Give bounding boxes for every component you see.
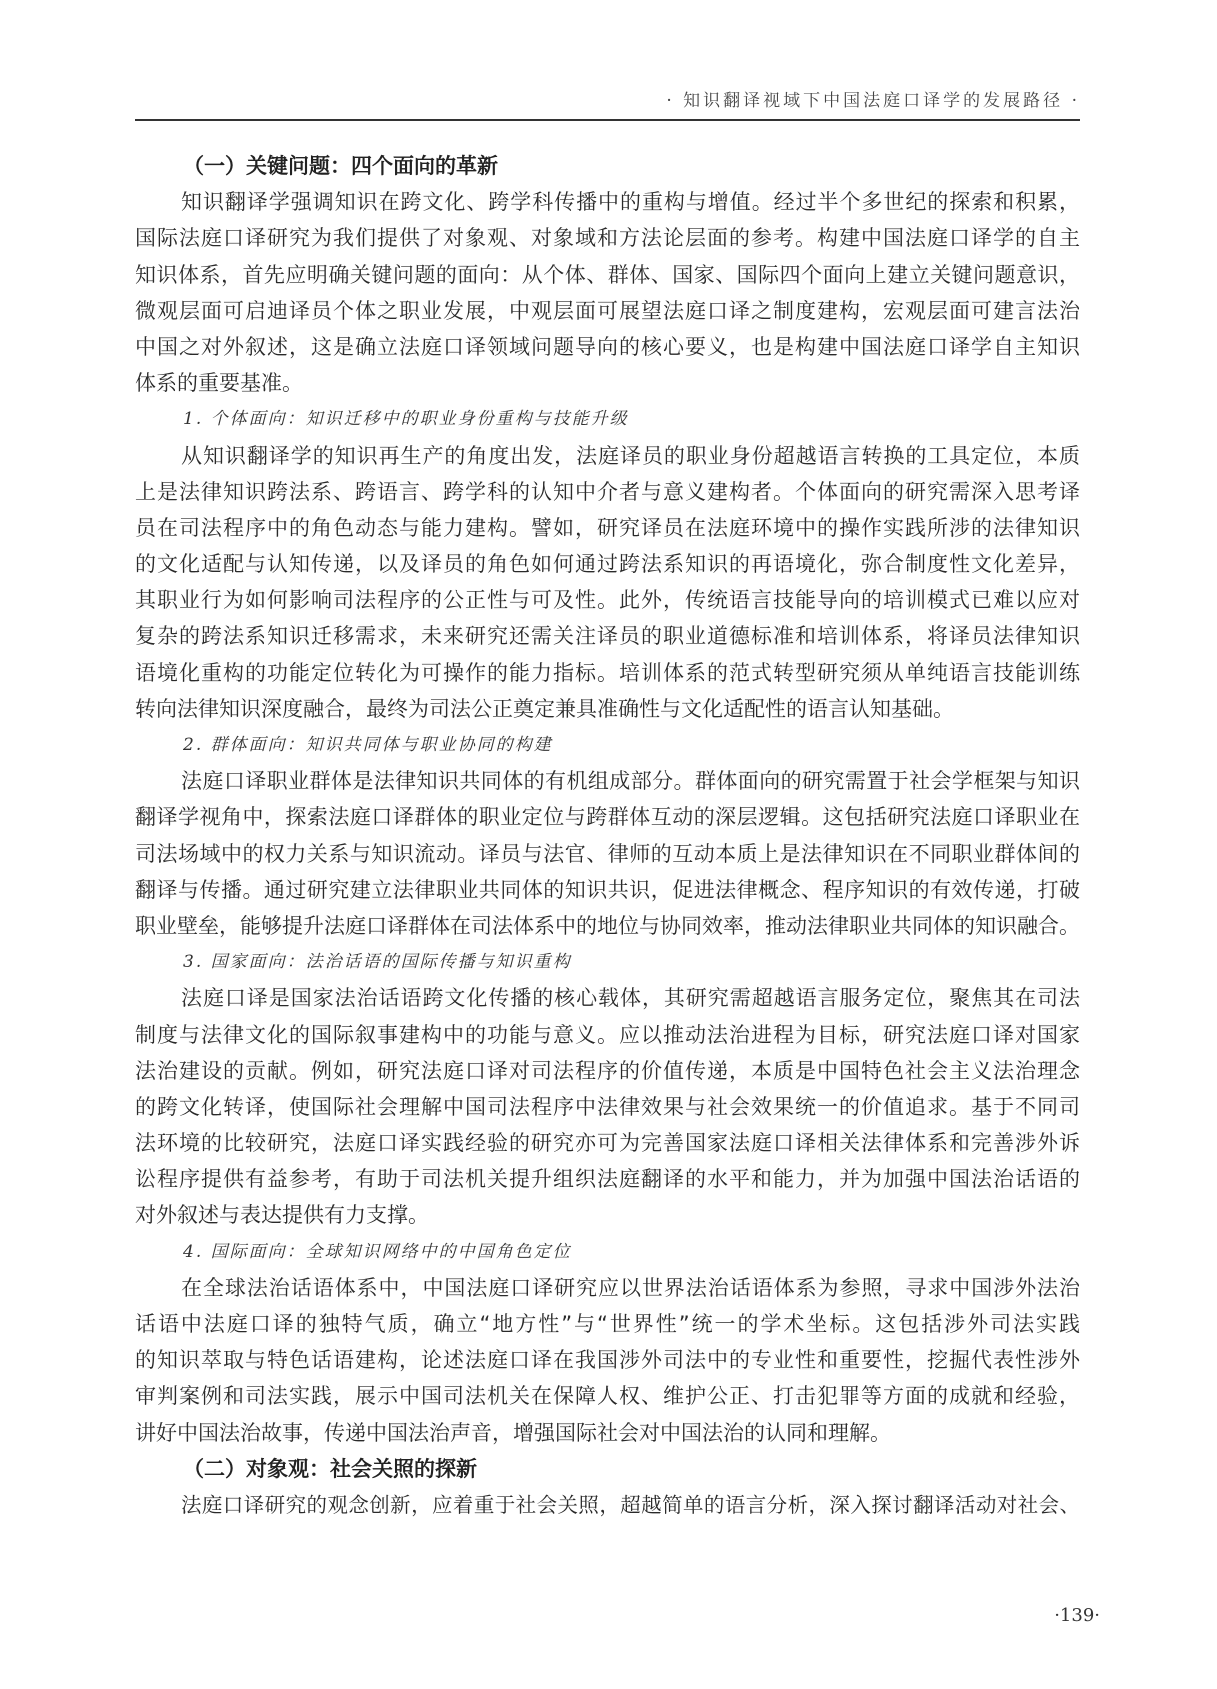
paragraph-line: 翻译与传播。通过研究建立法律职业共同体的知识共识，促进法律概念、程序知识的有效传递，打破 <box>135 877 1080 902</box>
paragraph-line: 讼程序提供有益参考，有助于司法机关提升组织法庭翻译的水平和能力，并为加强中国法治话语的 <box>135 1167 1080 1192</box>
paragraph-last-line: 对外叙述与表达提供有力支撑。 <box>135 1203 429 1228</box>
subsection-heading: 2. 群体面向：知识共同体与职业协同的构建 <box>183 735 553 755</box>
paragraph-line: 国际法庭口译研究为我们提供了对象观、对象域和方法论层面的参考。构建中国法庭口译学的自主 <box>135 226 1080 251</box>
paragraph-last-line: 体系的重要基准。 <box>135 371 303 396</box>
paragraph-line: 员在司法程序中的角色动态与能力建构。譬如，研究译员在法庭环境中的操作实践所涉的法律知识 <box>135 515 1080 540</box>
paragraph-line: 司法场域中的权力关系与知识流动。译员与法官、律师的互动本质上是法律知识在不同职业群体间的 <box>135 841 1080 866</box>
paragraph-first-line: 在全球法治话语体系中，中国法庭口译研究应以世界法治话语体系为参照，寻求中国涉外法治 <box>181 1275 1080 1300</box>
paragraph-first-line: 法庭口译职业群体是法律知识共同体的有机组成部分。群体面向的研究需置于社会学框架与知识 <box>181 769 1080 794</box>
subsection-heading: 3. 国家面向：法治话语的国际传播与知识重构 <box>183 952 572 973</box>
subsection-heading: 1. 个体面向：知识迁移中的职业身份重构与技能升级 <box>183 409 629 430</box>
paragraph-first-line: 法庭口译研究的观念创新，应着重于社会关照，超越简单的语言分析，深入探讨翻译活动对社会、 <box>181 1492 1080 1517</box>
paragraph-line: 制度与法律文化的国际叙事建构中的功能与意义。应以推动法治进程为目标，研究法庭口译对国家 <box>135 1022 1080 1047</box>
paragraph-line: 语境化重构的功能定位转化为可操作的能力指标。培训体系的范式转型研究须从单纯语言技能训练 <box>135 660 1080 685</box>
article-body <box>135 148 1080 1523</box>
paragraph-line: 的跨文化转译，使国际社会理解中国司法程序中法律效果与社会效果统一的价值追求。基于不同司 <box>135 1094 1080 1119</box>
paragraph-line: 上是法律知识跨法系、跨语言、跨学科的认知中介者与意义建构者。个体面向的研究需深入思考译 <box>135 479 1080 504</box>
subsection-heading: 4. 国际面向：全球知识网络中的中国角色定位 <box>183 1241 572 1262</box>
paragraph-line: 话语中法庭口译的独特气质，确立“地方性”与“世界性”统一的学术坐标。这包括涉外司法实践 <box>135 1312 1080 1336</box>
paragraph-line: 的文化适配与认知传递，以及译员的角色如何通过跨法系知识的再语境化，弥合制度性文化差异， <box>135 552 1080 577</box>
paragraph-line: 中国之对外叙述，这是确立法庭口译领域问题导向的核心要义，也是构建中国法庭口译学自主知识 <box>135 334 1080 359</box>
header-rule <box>135 119 1080 121</box>
section-heading: （一）关键问题：四个面向的革新 <box>183 154 498 178</box>
paragraph-line: 职业壁垒，能够提升法庭口译群体在司法体系中的地位与协同效率，推动法律职业共同体的知识融合。 <box>135 913 1080 938</box>
paragraph-first-line: 从知识翻译学的知识再生产的角度出发，法庭译员的职业身份超越语言转换的工具定位，本质 <box>181 443 1080 468</box>
paragraph-line: 审判案例和司法实践，展示中国司法机关在保障人权、维护公正、打击犯罪等方面的成就和经验， <box>135 1384 1080 1409</box>
running-head: · 知识翻译视域下中国法庭口译学的发展路径 · <box>666 91 1080 111</box>
paragraph-line: 的知识萃取与特色话语建构，论述法庭口译在我国涉外司法中的专业性和重要性，挖掘代表性涉外 <box>135 1348 1080 1373</box>
page-number: ·139· <box>1054 1605 1100 1626</box>
paragraph-line: 复杂的跨法系知识迁移需求，未来研究还需关注译员的职业道德标准和培训体系，将译员法律知识 <box>135 624 1080 649</box>
paragraph-line: 法治建设的贡献。例如，研究法庭口译对司法程序的价值传递，本质是中国特色社会主义法治理念 <box>135 1058 1080 1083</box>
paragraph-line: 翻译学视角中，探索法庭口译群体的职业定位与跨群体互动的深层逻辑。这包括研究法庭口译职业在 <box>135 805 1080 830</box>
paragraph-first-line: 知识翻译学强调知识在跨文化、跨学科传播中的重构与增值。经过半个多世纪的探索和积累， <box>181 190 1080 215</box>
paragraph-line: 法环境的比较研究，法庭口译实践经验的研究亦可为完善国家法庭口译相关法律体系和完善涉外诉 <box>135 1131 1080 1156</box>
paragraph-line: 知识体系，首先应明确关键问题的面向：从个体、群体、国家、国际四个面向上建立关键问题意识， <box>135 262 1080 287</box>
paragraph-line: 其职业行为如何影响司法程序的公正性与可及性。此外，传统语言技能导向的培训模式已难以应对 <box>135 588 1080 613</box>
paragraph-last-line: 转向法律知识深度融合，最终为司法公正奠定兼具准确性与文化适配性的语言认知基础。 <box>135 696 954 721</box>
paragraph-first-line: 法庭口译是国家法治话语跨文化传播的核心载体，其研究需超越语言服务定位，聚焦其在司法 <box>181 986 1080 1011</box>
paragraph-line: 微观层面可启迪译员个体之职业发展，中观层面可展望法庭口译之制度建构，宏观层面可建言法治 <box>135 298 1080 323</box>
paragraph-last-line: 讲好中国法治故事，传递中国法治声音，增强国际社会对中国法治的认同和理解。 <box>135 1420 891 1445</box>
section-heading: （二）对象观：社会关照的探新 <box>183 1456 477 1481</box>
